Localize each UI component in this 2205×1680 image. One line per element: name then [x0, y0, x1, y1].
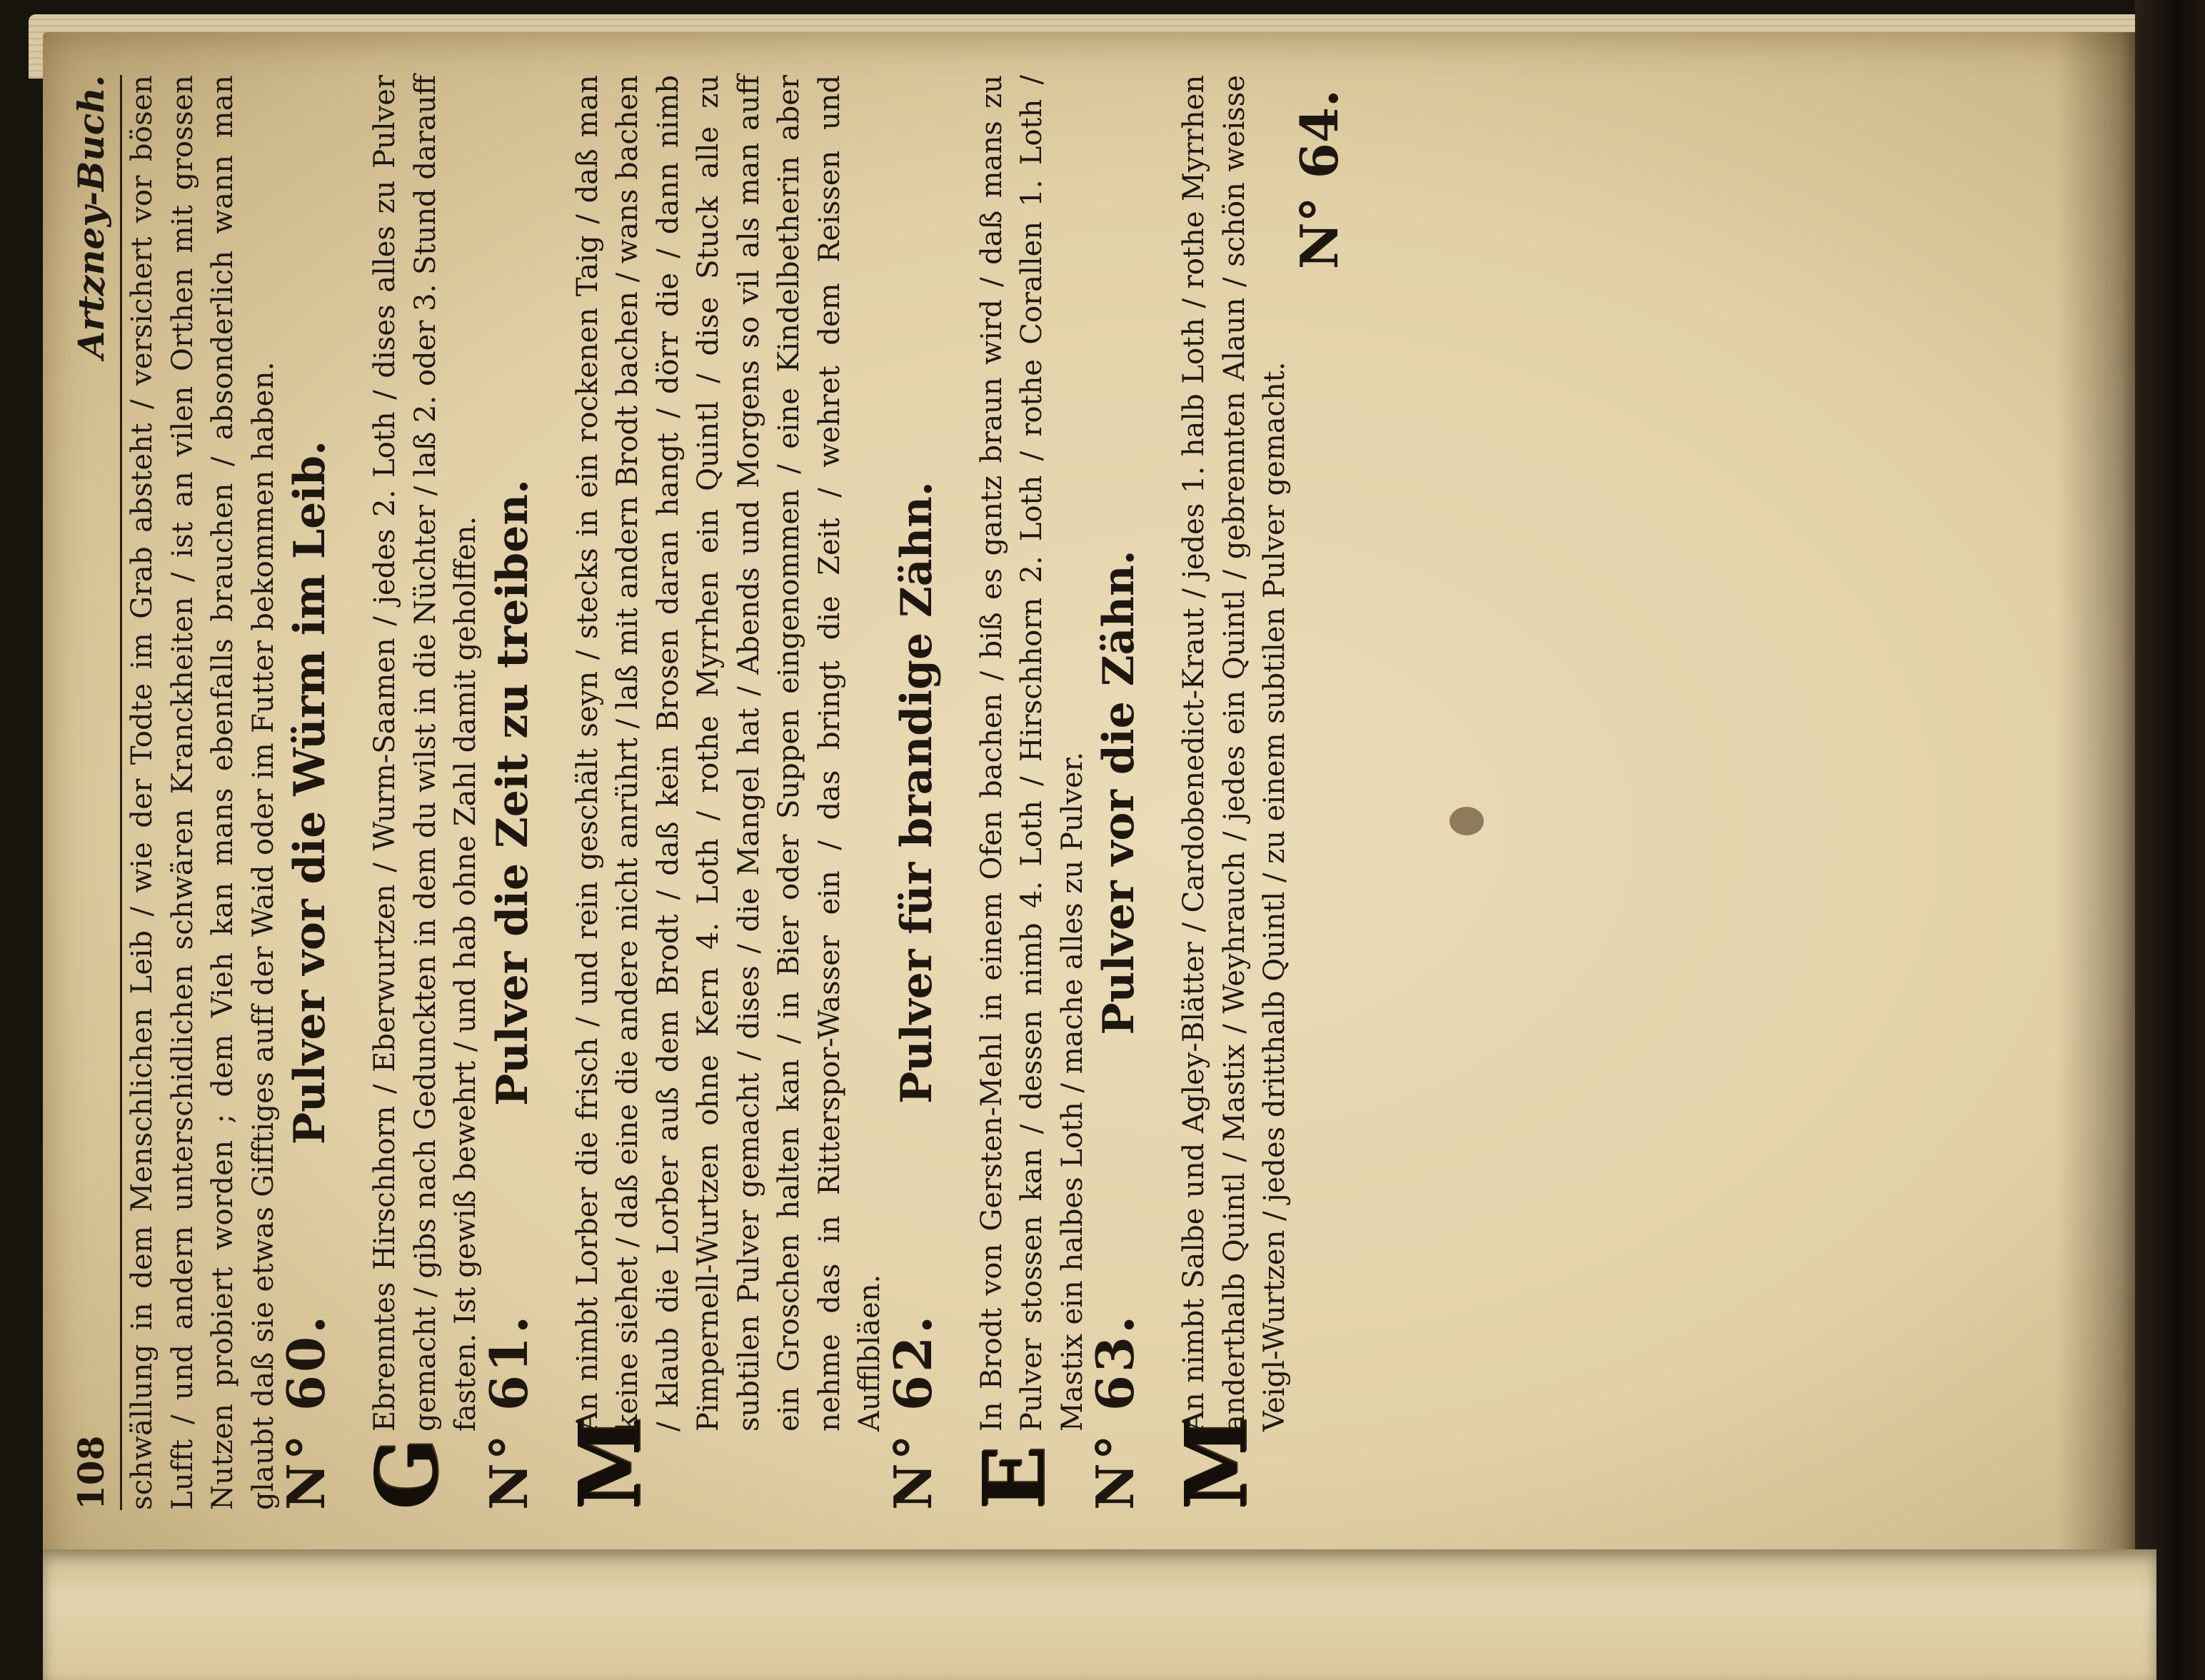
page-header — [71, 75, 122, 1510]
entry-body — [559, 46, 890, 1539]
drop-cap: M — [1166, 1417, 1265, 1510]
running-head: Artzney-Buch. — [70, 75, 112, 359]
entry-63 — [1085, 46, 1295, 1539]
catchword: N° 64. — [1288, 89, 1350, 270]
entry-body — [357, 46, 486, 1539]
entry-number: N° 63. — [1085, 1312, 1145, 1510]
entry-number: N° 60. — [276, 1312, 336, 1510]
drop-cap: G — [357, 1438, 456, 1510]
entry-heading — [478, 46, 568, 1539]
entry-title: Pulver für brandige Zähn. — [891, 481, 942, 1104]
entry-body — [1166, 46, 1295, 1539]
entry-heading — [276, 46, 365, 1539]
entry-body — [963, 46, 1093, 1539]
entry-text: An nimbt Salbe und Agley-Blätter / Cardobenedict-Kraut / jedes 1. halb Loth / rothe Myrrhen anderthalb Quintl / Mastix / Weyhrauch / jedes ein Quintl / gebrennten Alaun / schön weisse Veigl-Wurtzen / jedes dritthalb Quintl / zu einem subtilen Pulver gemacht. — [1177, 75, 1291, 1432]
entry-text: Ebrenntes Hirschhorn / Eberwurtzen / Wurm-Saamen / jedes 2. Loth / dises alles zu Pulver gemacht / gibs nach Gedunckten in dem du wilst in die Nüchter / laß 2. oder 3. Stund darauff fasten. Ist gewiß bewehrt / und hab ohne Zahl damit geholffen. — [368, 75, 482, 1432]
drop-cap: E — [963, 1446, 1063, 1510]
entry-title: Pulver vor die Würm im Leib. — [285, 441, 335, 1145]
entry-62 — [882, 46, 1093, 1539]
entry-heading — [882, 46, 972, 1539]
entry-61 — [478, 46, 890, 1539]
facing-page-edge — [43, 1549, 2156, 1680]
page-content — [71, 46, 2064, 1539]
continuation-text: schwällung in dem Menschlichen Leib / wie der Todte im Grab absteht / versichert vor bösen Lufft / und andern unterschidlichen schwären Kranckheiten / ist an vilen Orthen mit grossen Nutzen probiert worden ; dem Vieh kan mans ebenfalls brauchen / absonderlich wann man glaubt daß sie etwas Gifftiges auff der Waid oder im Futter bekommen haben. — [126, 75, 280, 1510]
entry-title: Pulver vor die Zähn. — [1094, 550, 1144, 1035]
page-number: 108 — [70, 1435, 112, 1510]
drop-cap: M — [559, 1417, 659, 1510]
entry-text: An nimbt Lorber die frisch / und rein geschält seyn / stecks in ein rockenen Taig / daß man keine siehet / daß eine die andere nicht anrührt / laß mit andern Brodt bachen / wans bachen / klaub die Lorber auß dem Brodt / daß kein Brosen daran hangt / dörr die / dann nimb Pimpernell-Wurtzen ohne Kern 4. Loth / rothe Myrrhen ein Quintl / dise Stuck alle zu subtilen Pulver gemacht / dises / die Mangel hat / Abends und Morgens so vil als man auff ein Groschen halten kan / in Bier oder Suppen eingenommen / eine Kindelbetherin aber nehme das in Ritterspor-Wasser ein / das bringt die Zeit / wehret dem Reissen und Aufflbläen. — [571, 75, 886, 1432]
entry-number: N° 61. — [478, 1312, 539, 1510]
entry-title: Pulver die Zeit zu treiben. — [487, 479, 538, 1106]
entry-60 — [276, 46, 486, 1539]
entry-heading — [1085, 46, 1174, 1539]
binding-edge — [2135, 0, 2205, 1680]
entry-text: In Brodt von Gersten-Mehl in einem Ofen bachen / biß es gantz braun wird / daß mans zu Pulver stossen kan / dessen nimb 4. Loth / Hirschhorn 2. Loth / rothe Corallen 1. Loth / Mastix ein halbes Loth / mache alles zu Pulver. — [975, 75, 1089, 1432]
entry-number: N° 62. — [882, 1312, 943, 1510]
